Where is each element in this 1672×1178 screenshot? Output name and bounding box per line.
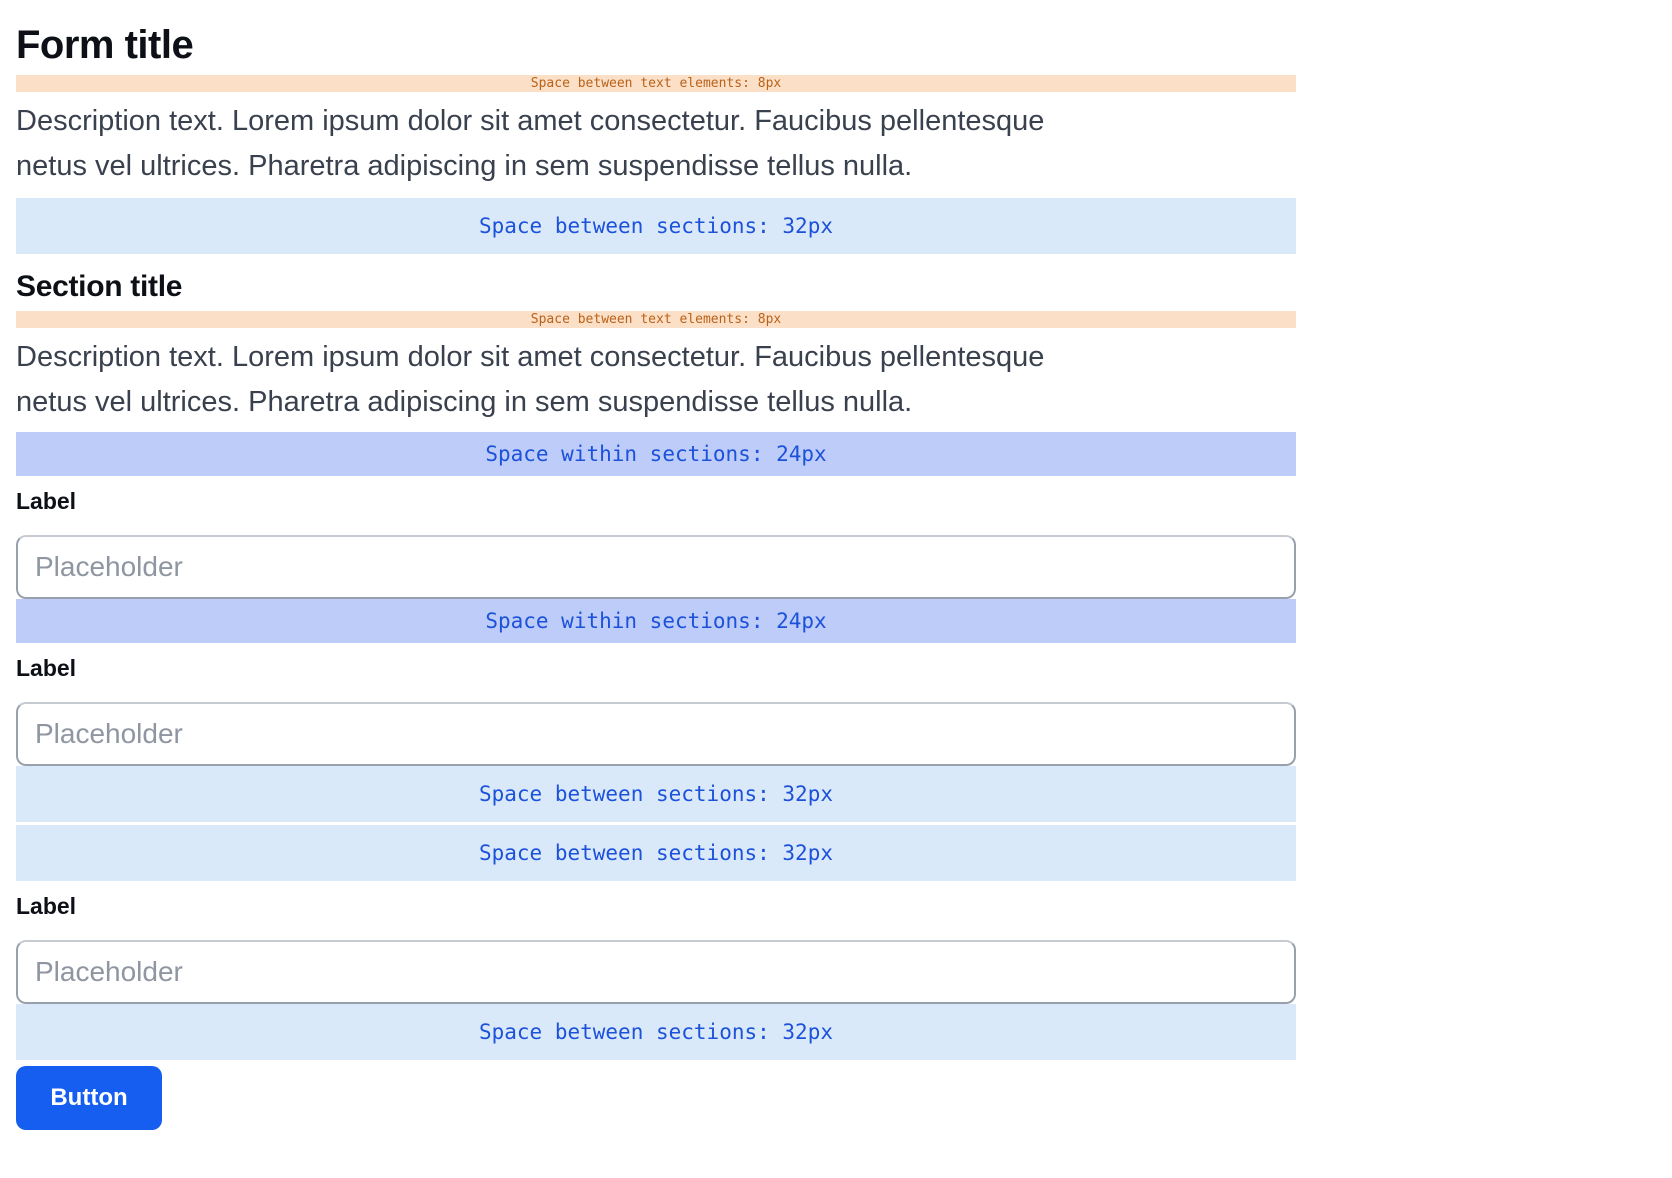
description-line: Description text. Lorem ipsum dolor sit amet consectetur. Faucibus pellentesque xyxy=(16,105,1045,137)
spacer-label: Space between sections: 32px xyxy=(478,841,833,865)
spacer-between-text-elements xyxy=(16,311,1296,328)
spacer-between-sections xyxy=(16,825,1296,881)
field-label: Label xyxy=(16,655,77,681)
submit-button[interactable]: Button xyxy=(16,1066,162,1130)
form-description xyxy=(16,99,1296,189)
description-line: netus vel ultrices. Pharetra adipiscing in sem suspendisse tellus nulla. xyxy=(16,386,913,418)
text-input[interactable] xyxy=(16,940,1296,1004)
text-input[interactable] xyxy=(16,535,1296,599)
spacer-label: Space between text elements: 8px xyxy=(530,312,782,327)
spacer-label: Space within sections: 24px xyxy=(485,442,827,466)
spacer-between-text-elements xyxy=(16,75,1296,92)
form-content xyxy=(16,0,1296,1130)
section-title: Section title xyxy=(16,270,183,303)
spacer-between-sections xyxy=(16,1004,1296,1060)
field-label: Label xyxy=(16,893,77,919)
description-line: Description text. Lorem ipsum dolor sit amet consectetur. Faucibus pellentesque xyxy=(16,341,1045,373)
field-label: Label xyxy=(16,488,77,514)
spacer-label: Space between sections: 32px xyxy=(478,1020,833,1044)
spacer-between-sections xyxy=(16,198,1296,254)
spacer-label: Space between text elements: 8px xyxy=(530,76,782,91)
spacer-within-sections xyxy=(16,599,1296,643)
spacer-label: Space between sections: 32px xyxy=(478,782,833,806)
spacer-between-sections xyxy=(16,766,1296,822)
spacer-label: Space between sections: 32px xyxy=(478,214,833,238)
spacer-within-sections xyxy=(16,432,1296,476)
text-input[interactable] xyxy=(16,702,1296,766)
spacer-label: Space within sections: 24px xyxy=(485,609,827,633)
form-title: Form title xyxy=(16,23,194,67)
section-description xyxy=(16,335,1296,425)
description-line: netus vel ultrices. Pharetra adipiscing in sem suspendisse tellus nulla. xyxy=(16,150,913,182)
